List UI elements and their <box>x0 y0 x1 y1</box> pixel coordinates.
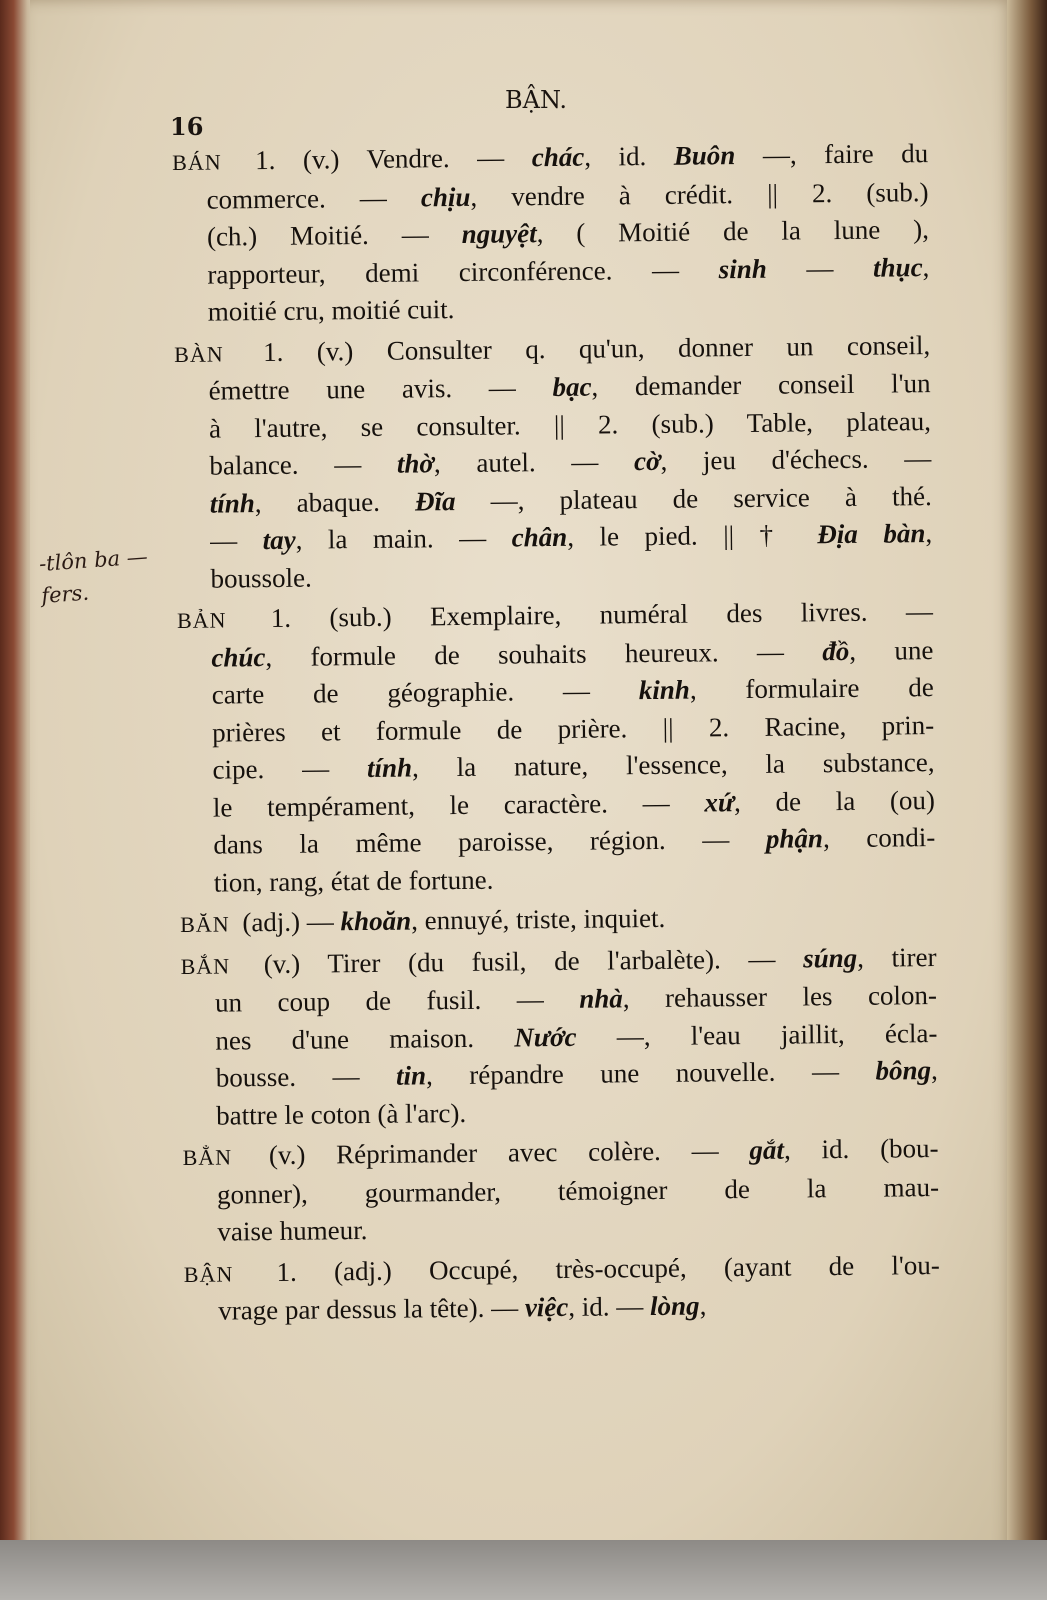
definition-text: dans la même paroisse, région. — <box>213 823 767 860</box>
headword: BẢN <box>176 607 227 633</box>
definition-text: , la nature, l'essence, la substance, <box>411 747 935 783</box>
definition-text: , le pied. || † <box>567 519 818 552</box>
definition-text: , <box>930 1055 938 1086</box>
definition-text: 1. (sub.) Exemplaire, numéral des livres. — <box>232 596 934 634</box>
entry-line <box>184 1285 940 1330</box>
entry-line <box>182 1052 938 1097</box>
vietnamese-term: thục <box>872 251 923 283</box>
definition-text: 1. (v.) Vendre. — <box>227 142 532 176</box>
definition-text: vrage par dessus la tête). — <box>218 1292 526 1326</box>
page-number: 16 <box>170 112 204 141</box>
definition-text: , id. <box>584 140 674 172</box>
dictionary-entry <box>184 1247 941 1331</box>
definition-text: rapporteur, demi circonférence. — <box>207 253 719 290</box>
entry-line <box>183 1206 939 1251</box>
vietnamese-term: cờ <box>633 445 661 477</box>
definition-text: —, plateau de service à thé. <box>455 480 932 516</box>
headword: BÀN <box>174 340 224 367</box>
table-surface <box>0 1540 1047 1600</box>
definition-text: , tirer <box>857 941 937 973</box>
definition-text: bousse. — <box>215 1060 397 1093</box>
entry-line <box>183 1169 939 1214</box>
dictionary-entry <box>182 1130 939 1251</box>
definition-text: un coup de fusil. — <box>214 983 580 1018</box>
dictionary-body <box>172 135 940 1333</box>
definition-text: , jeu d'échecs. — <box>660 443 932 476</box>
definition-text: prières et formule de prière. || 2. Racine, prin- <box>212 709 935 748</box>
definition-text: commerce. — <box>206 181 422 215</box>
dictionary-entry <box>177 593 936 902</box>
definition-text: nes d'une maison. <box>215 1021 515 1056</box>
definition-text: (ch.) Moitié. — <box>206 218 462 252</box>
entry-line <box>176 515 932 560</box>
vietnamese-term: gắt <box>749 1134 785 1166</box>
definition-text: le tempérament, le caractère. — <box>212 786 705 823</box>
definition-text: (v.) Tirer (du fusil, de l'arbalète). — <box>235 942 804 979</box>
headword: BẬN <box>183 1260 234 1287</box>
definition-text: —, faire du <box>735 138 929 171</box>
definition-text: gonner), gourmander, témoigner de la mau- <box>216 1171 940 1210</box>
entry-line <box>180 897 936 943</box>
definition-text: —, l'eau jaillit, écla- <box>576 1017 938 1052</box>
vietnamese-term: tính <box>209 487 255 519</box>
vietnamese-term: nguyệt <box>461 218 537 249</box>
definition-text: , <box>922 251 930 282</box>
dictionary-entry <box>172 135 930 331</box>
vietnamese-term: chác <box>531 141 585 173</box>
vietnamese-term: chân <box>511 521 568 553</box>
vietnamese-term: Buôn <box>673 140 736 171</box>
vietnamese-term: đồ <box>822 635 850 666</box>
definition-text: émettre une avis. — <box>208 372 553 406</box>
definition-text: , rehausser les colon- <box>622 980 938 1014</box>
definition-text: tion, rang, état de fortune. <box>213 864 494 898</box>
definition-text: cipe. — <box>212 752 368 785</box>
dictionary-entry <box>174 327 933 598</box>
definition-text: , id. (bou- <box>783 1133 939 1165</box>
running-header: BẬN. <box>505 86 568 114</box>
vietnamese-term: tin <box>395 1060 427 1091</box>
definition-text: , autel. — <box>433 446 635 479</box>
entry-line <box>176 553 932 598</box>
definition-text: vaise humeur. <box>217 1215 368 1247</box>
definition-text: , demander conseil l'un <box>591 368 931 402</box>
headword: BÁN <box>172 149 222 175</box>
definition-text: à l'autre, se consulter. || 2. (sub.) Table, plateau, <box>208 405 932 444</box>
vietnamese-term: Đĩa <box>414 485 456 516</box>
dictionary-entry <box>180 897 936 943</box>
entry-line <box>182 1090 938 1135</box>
vietnamese-term: kinh <box>638 674 691 706</box>
definition-text: carte de géographie. — <box>211 675 639 710</box>
vietnamese-term: súng <box>802 942 858 973</box>
vietnamese-term: bạc <box>552 371 592 403</box>
headword: BẲN <box>182 1144 233 1170</box>
handwritten-margin-note: -tlôn ba — fers. <box>38 544 149 608</box>
vietnamese-term: bông <box>875 1055 932 1086</box>
definition-text: — <box>766 252 874 284</box>
entry-line <box>173 249 929 294</box>
definition-text: , id. — <box>568 1291 651 1322</box>
definition-text: (v.) Réprimander avec colère. — <box>237 1135 750 1171</box>
definition-text: , de la (ou) <box>733 784 936 817</box>
definition-text: , <box>699 1290 707 1321</box>
vietnamese-term: chúc <box>211 641 266 673</box>
definition-text: , ( Moitié de la lune ), <box>536 214 930 249</box>
definition-text: , ennuyé, triste, inquiet. <box>410 902 666 936</box>
vietnamese-term: Nước <box>514 1021 577 1052</box>
entry-line <box>179 819 935 864</box>
entry-line <box>174 286 930 331</box>
definition-text: , répandre une nouvelle. — <box>425 1055 876 1091</box>
dictionary-entry <box>180 939 938 1135</box>
vietnamese-term: xứ <box>704 786 735 817</box>
definition-text: — <box>210 525 263 556</box>
definition-text: balance. — <box>209 448 398 481</box>
vietnamese-term: tính <box>366 752 413 783</box>
vietnamese-term: chịu <box>420 181 471 212</box>
book-spine <box>0 0 34 1600</box>
definition-text: , condi- <box>822 822 936 854</box>
definition-text: , formulaire de <box>689 672 934 705</box>
definition-text: , la main. — <box>295 522 512 555</box>
headword: BĂN <box>180 911 230 937</box>
vietnamese-term: Địa bàn <box>817 518 926 550</box>
definition-text: boussole. <box>210 562 312 594</box>
vietnamese-term: phận <box>765 823 824 854</box>
entry-line <box>184 1247 940 1293</box>
vietnamese-term: sinh <box>718 253 767 284</box>
definition-text: , abaque. <box>254 485 416 518</box>
entry-line <box>180 857 936 902</box>
definition-text: 1. (adj.) Occupé, très-occupé, (ayant de l'ou- <box>239 1249 940 1287</box>
definition-text: 1. (v.) Consulter q. qu'un, donner un conseil, <box>229 329 931 367</box>
headword: BẮN <box>180 952 231 979</box>
definition-text: moitié cru, moitié cuit. <box>207 294 455 327</box>
definition-text: , vendre à crédit. || 2. (sub.) <box>470 176 929 212</box>
definition-text: , une <box>849 634 934 666</box>
definition-text: battre le coton (à l'arc). <box>216 1097 467 1131</box>
vietnamese-term: khoăn <box>340 905 412 937</box>
vietnamese-term: lòng <box>649 1290 700 1322</box>
vietnamese-term: việc <box>524 1291 569 1323</box>
definition-text: , <box>925 518 933 549</box>
page-edge <box>1007 0 1047 1600</box>
vietnamese-term: nhà <box>579 983 623 1014</box>
vietnamese-term: thờ <box>396 448 435 479</box>
definition-text: , formule de souhaits heureux. — <box>265 635 823 672</box>
definition-text: (adj.) — <box>235 906 341 938</box>
vietnamese-term: tay <box>262 524 296 556</box>
